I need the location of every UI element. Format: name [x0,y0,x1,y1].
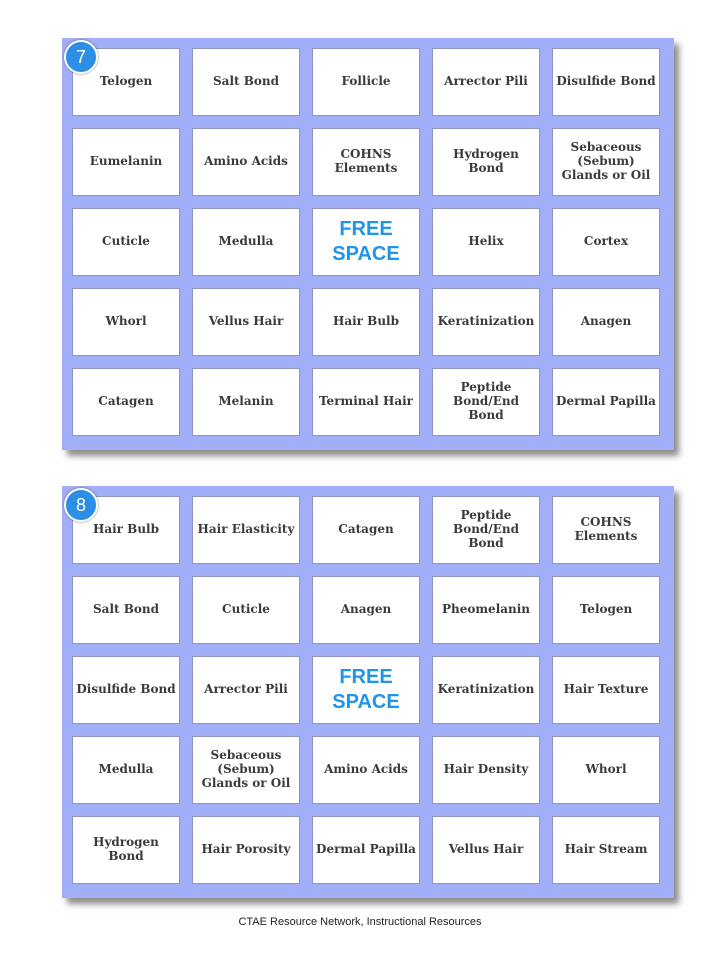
bingo-cell: Hair Stream [552,816,660,884]
bingo-cell: Keratinization [432,656,540,724]
bingo-cell: Helix [432,208,540,276]
bingo-cell: Hair Density [432,736,540,804]
bingo-cell: Disulfide Bond [552,48,660,116]
bingo-cell: Anagen [312,576,420,644]
bingo-cell: Hair Bulb [312,288,420,356]
bingo-cell: Cuticle [192,576,300,644]
bingo-cell: Pheomelanin [432,576,540,644]
bingo-cell: Hair Bulb [72,496,180,564]
bingo-cell: Whorl [552,736,660,804]
bingo-cell: Dermal Papilla [552,368,660,436]
bingo-cell: Sebaceous (Sebum) Glands or Oil [192,736,300,804]
bingo-cell: Salt Bond [192,48,300,116]
bingo-cell: Arrector Pili [192,656,300,724]
card-number-badge: 8 [64,488,98,522]
bingo-cell: Vellus Hair [432,816,540,884]
bingo-cell: Terminal Hair [312,368,420,436]
bingo-cell: COHNS Elements [552,496,660,564]
card-number-badge: 7 [64,40,98,74]
bingo-cell: Hair Elasticity [192,496,300,564]
bingo-cell: COHNS Elements [312,128,420,196]
bingo-cell: Hydrogen Bond [432,128,540,196]
bingo-cell: Sebaceous (Sebum) Glands or Oil [552,128,660,196]
bingo-cell: Keratinization [432,288,540,356]
bingo-cell: Telogen [552,576,660,644]
bingo-cell: Whorl [72,288,180,356]
bingo-cell: Salt Bond [72,576,180,644]
bingo-cell: Catagen [312,496,420,564]
bingo-card-8 [62,486,674,898]
bingo-cell: Cuticle [72,208,180,276]
bingo-grid [72,48,660,436]
bingo-cell: Eumelanin [72,128,180,196]
bingo-cell: Medulla [192,208,300,276]
footer-credit: CTAE Resource Network, Instructional Resources [238,916,482,928]
bingo-cell: Medulla [72,736,180,804]
bingo-cell: Disulfide Bond [72,656,180,724]
free-space-cell: FREE SPACE [312,208,420,276]
bingo-card-7 [62,38,674,450]
bingo-cell: Follicle [312,48,420,116]
bingo-cell: Hydrogen Bond [72,816,180,884]
bingo-cell: Cortex [552,208,660,276]
bingo-cell: Hair Texture [552,656,660,724]
bingo-grid [72,496,660,884]
bingo-cell: Hair Porosity [192,816,300,884]
bingo-cell: Telogen [72,48,180,116]
bingo-cell: Amino Acids [312,736,420,804]
bingo-cell: Anagen [552,288,660,356]
bingo-cell: Catagen [72,368,180,436]
free-space-cell: FREE SPACE [312,656,420,724]
bingo-cell: Peptide Bond/End Bond [432,368,540,436]
bingo-cell: Melanin [192,368,300,436]
bingo-cell: Vellus Hair [192,288,300,356]
bingo-cell: Amino Acids [192,128,300,196]
bingo-cell: Dermal Papilla [312,816,420,884]
bingo-cell: Peptide Bond/End Bond [432,496,540,564]
bingo-cell: Arrector Pili [432,48,540,116]
